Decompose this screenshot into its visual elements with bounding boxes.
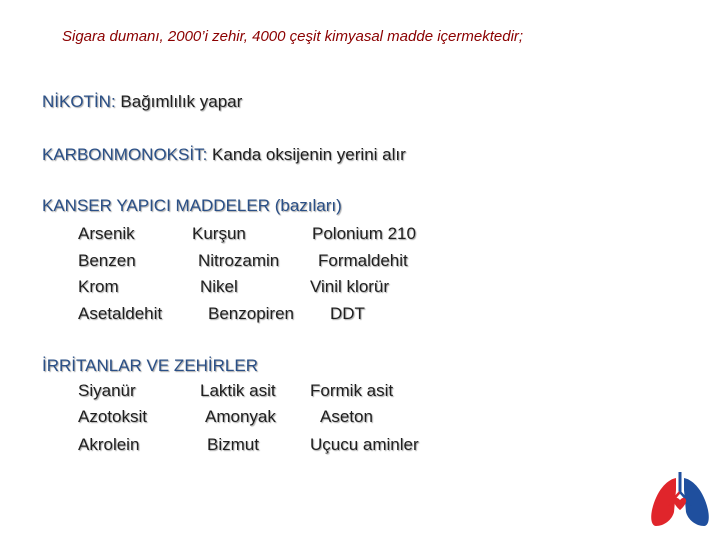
nikotin-text: Bağımlılık yapar xyxy=(120,92,243,111)
kanser-item: Kurşun xyxy=(192,224,246,243)
kanser-item: Krom xyxy=(78,277,119,296)
karbonmonoksit-line xyxy=(42,145,406,165)
karbonmonoksit-text: Kanda oksijenin yerini alır xyxy=(212,145,406,164)
lungs-logo-icon xyxy=(646,470,716,528)
irritan-item: Akrolein xyxy=(78,435,140,454)
irritan-item: Formik asit xyxy=(310,381,394,400)
kanser-item: Benzen xyxy=(78,251,136,270)
intro-text: Sigara dumanı, 2000’i zehir, 4000 çeşit kimyasal madde içermektedir; xyxy=(62,28,524,45)
kanser-item: Benzopiren xyxy=(208,304,295,323)
kanser-item: Formaldehit xyxy=(318,251,408,270)
irritanlar-heading: İRRİTANLAR VE ZEHİRLER xyxy=(42,356,259,375)
irritan-item: Laktik asit xyxy=(200,381,276,400)
nikotin-label: NİKOTİN: xyxy=(42,92,116,111)
kanser-item: Arsenik xyxy=(78,224,135,243)
irritan-item: Bizmut xyxy=(207,435,259,454)
kanser-item: Nitrozamin xyxy=(198,251,280,270)
irritan-item: Amonyak xyxy=(205,407,276,426)
irritan-item: Uçucu aminler xyxy=(310,435,419,454)
kanser-item: Asetaldehit xyxy=(78,304,163,323)
kanser-item: DDT xyxy=(330,304,365,323)
nikotin-line xyxy=(42,92,242,112)
kanser-item: Nikel xyxy=(200,277,238,296)
kanser-item: Vinil klorür xyxy=(310,277,390,296)
irritan-item: Aseton xyxy=(320,407,373,426)
irritan-item: Azotoksit xyxy=(78,407,147,426)
irritan-item: Siyanür xyxy=(78,381,136,400)
kanser-heading: KANSER YAPICI MADDELER (bazıları) xyxy=(42,196,342,215)
kanser-item: Polonium 210 xyxy=(312,224,416,243)
karbonmonoksit-label: KARBONMONOKSİT: xyxy=(42,145,208,164)
